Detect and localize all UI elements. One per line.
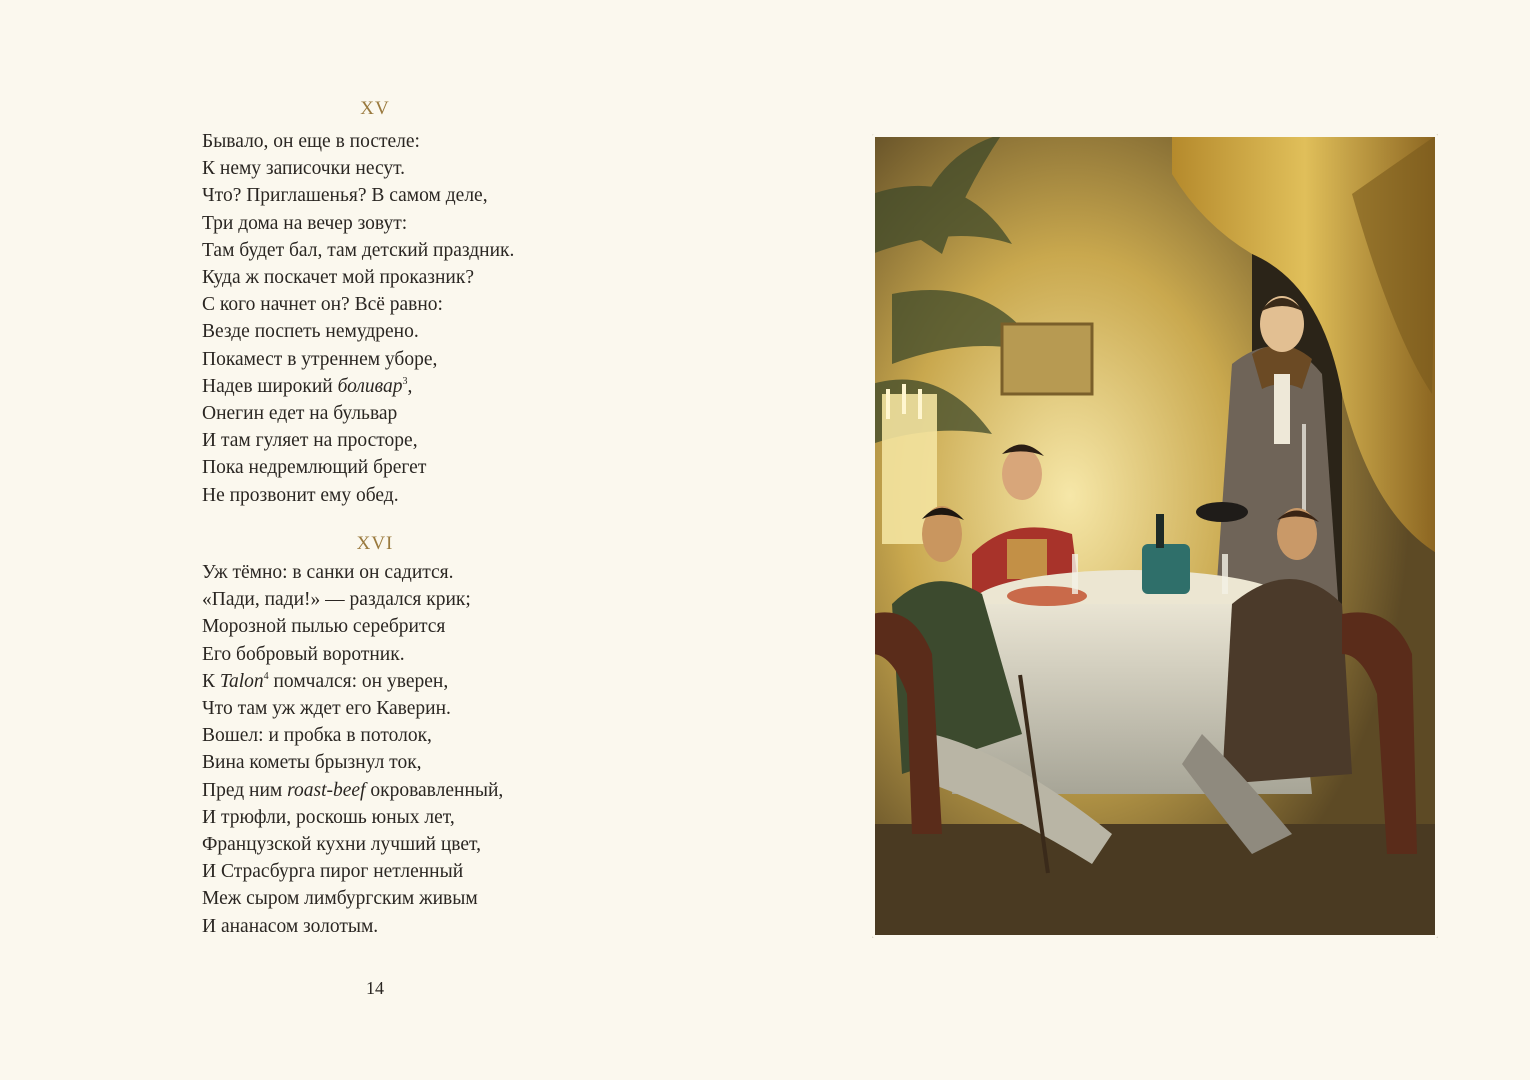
italic-word: Talon xyxy=(219,670,264,692)
poem-line xyxy=(202,291,662,318)
stanza-number-xvi: XVI xyxy=(356,533,394,554)
line-text: Его бобровый воротник. xyxy=(202,643,405,665)
poem-line xyxy=(202,237,662,264)
line-text: Покамест в утреннем уборе, xyxy=(202,348,438,370)
line-text: Морозной пылью серебрится xyxy=(202,616,446,638)
line-text: Что? Приглашенья? В самом деле, xyxy=(202,185,488,207)
line-text: Меж сыром лимбургским живым xyxy=(202,888,478,910)
poem-line xyxy=(202,722,662,749)
footnote-marker: 3 xyxy=(402,375,408,387)
line-text: Пока недремлющий брегет xyxy=(202,457,427,479)
poem-line xyxy=(202,913,662,940)
stanza-xvi xyxy=(202,559,662,940)
poem-line xyxy=(202,128,662,155)
stanza-number-xv: XV xyxy=(360,98,390,119)
poem-line xyxy=(202,210,662,237)
dinner-scene-illustration xyxy=(872,134,1438,938)
poem-line xyxy=(202,454,662,481)
line-text: Французской кухни лучший цвет, xyxy=(202,834,481,856)
poem-line xyxy=(202,804,662,831)
poem-line xyxy=(202,858,662,885)
floor xyxy=(872,824,1438,938)
line-text: Везде поспеть немудрено. xyxy=(202,321,419,343)
line-text: Онегин едет на бульвар xyxy=(202,403,398,425)
poem-line xyxy=(202,427,662,454)
poem-line xyxy=(202,318,662,345)
poem-line xyxy=(202,749,662,776)
line-text: Пред ним xyxy=(202,779,288,801)
line-text: К нему записочки несут. xyxy=(202,158,406,180)
page-number: 14 xyxy=(366,978,384,998)
line-text: И трюфли, роскошь юных лет, xyxy=(202,806,455,828)
line-text: Бывало, он еще в постеле: xyxy=(202,131,420,152)
line-text: И Страсбурга пирог нетленный xyxy=(202,861,464,883)
line-text: Вина кометы брызнул ток, xyxy=(202,752,422,774)
poem-line xyxy=(202,586,662,613)
poem-line xyxy=(202,559,662,586)
italic-word: roast-beef xyxy=(287,779,366,801)
poem-line xyxy=(202,641,662,668)
poem-line xyxy=(202,155,662,182)
poem-line xyxy=(202,668,662,695)
poem-line xyxy=(202,777,662,804)
line-text: Вошел: и пробка в потолок, xyxy=(202,725,432,747)
line-text: Уж тёмно: в санки он садится. xyxy=(202,562,454,583)
stanza-xv xyxy=(202,128,662,509)
line-text: помчался: он уверен, xyxy=(268,670,449,692)
line-text: Куда ж поскачет мой проказник? xyxy=(202,267,474,289)
poem-line xyxy=(202,885,662,912)
champagne-bucket xyxy=(1142,544,1190,594)
poem-line xyxy=(202,400,662,427)
italic-word: боливар xyxy=(337,375,403,397)
poem-line xyxy=(202,346,662,373)
poem-line xyxy=(202,182,662,209)
line-text: С кого начнет он? Всё равно: xyxy=(202,294,443,316)
footnote-marker: 4 xyxy=(263,670,269,682)
poem-line xyxy=(202,613,662,640)
line-text: Не прозвонит ему обед. xyxy=(202,484,399,506)
line-text: Что там уж ждет его Каверин. xyxy=(202,698,451,720)
poem-line xyxy=(202,695,662,722)
top-hat-icon xyxy=(1196,502,1248,522)
line-text: , xyxy=(407,375,413,397)
line-text: «Пади, пади!» — раздался крик; xyxy=(202,589,471,611)
poem-line xyxy=(202,373,662,400)
line-text: И там гуляет на просторе, xyxy=(202,430,418,452)
poem-line xyxy=(202,264,662,291)
line-text: окровавленный, xyxy=(365,779,504,801)
line-text: И ананасом золотым. xyxy=(202,915,379,937)
poem-line xyxy=(202,831,662,858)
line-text: К xyxy=(202,670,220,692)
wall-painting xyxy=(1002,324,1092,394)
line-text: Там будет бал, там детский праздник. xyxy=(202,239,515,261)
line-text: Надев широкий xyxy=(202,375,338,397)
poem-line xyxy=(202,482,662,509)
line-text: Три дома на вечер зовут: xyxy=(202,212,408,234)
